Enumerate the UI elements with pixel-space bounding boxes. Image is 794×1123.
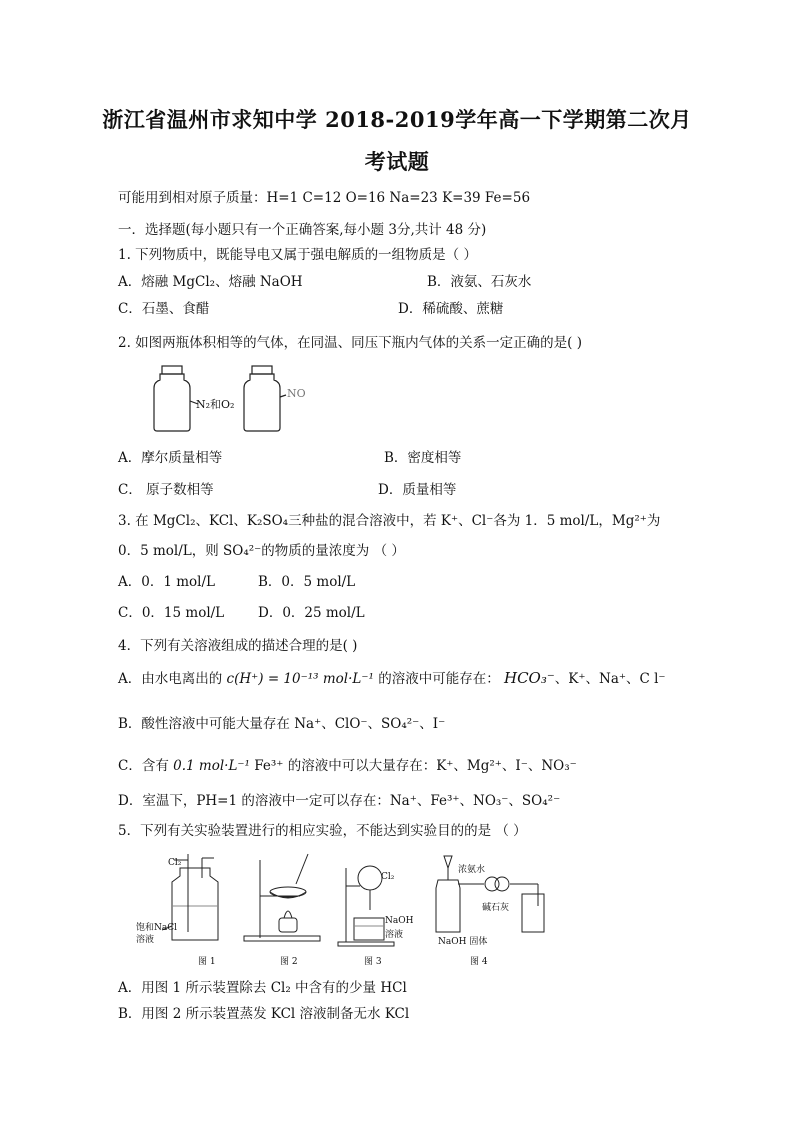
q1-stem: 1. 下列物质中，既能导电又属于强电解质的一组物质是（ ） (118, 247, 477, 263)
fig1-nacl-label: 饱和NaCl (136, 923, 178, 933)
q1-option-d: D．稀硫酸、蔗糖 (398, 301, 504, 317)
q2-option-b: B．密度相等 (384, 450, 462, 466)
fig2-evaporation (244, 854, 320, 941)
fig3-naoh-label: NaOH (385, 916, 414, 926)
bottle2-stopper (252, 366, 272, 374)
q1-option-b: B．液氨、石灰水 (427, 274, 532, 290)
fig1-caption: 图 1 (198, 957, 216, 967)
q2-stem: 2. 如图两瓶体积相等的气体，在同温、同压下瓶内气体的关系一定正确的是( ) (118, 335, 582, 351)
q1-option-a: A．熔融 MgCl₂、熔融 NaOH (118, 274, 303, 290)
fig4-ammonia-label: 浓氨水 (458, 865, 486, 875)
bottle1-body (154, 374, 190, 431)
q4-option-d: D．室温下，PH=1 的溶液中一定可以存在：Na⁺、Fe³⁺、NO₃⁻、SO₄²⁻ (118, 793, 561, 809)
q3-option-c: C．0．15 mol/L (118, 605, 225, 621)
exam-title-line2: 考试题 (364, 149, 430, 174)
section-heading: 一．选择题(每小题只有一个正确答案,每小题 3分,共计 48 分) (118, 222, 487, 238)
q4-a-mid: 的溶液中可能存在： (378, 671, 500, 687)
q5-option-a: A．用图 1 所示装置除去 Cl₂ 中含有的少量 HCl (118, 980, 407, 996)
fig4-caption: 图 4 (470, 957, 488, 967)
q2-option-a: A．摩尔质量相等 (118, 450, 223, 466)
fig3-cl2-label: Cl₂ (381, 872, 395, 882)
q3-option-a: A．0．1 mol/L (118, 574, 215, 590)
q3-option-d: D．0．25 mol/L (258, 605, 365, 621)
q4-option-c (118, 754, 577, 774)
q5-apparatus-figure (136, 846, 548, 967)
q4-c-rest: Fe³⁺ 的溶液中可以大量存在：K⁺、Mg²⁺、I⁻、NO₃⁻ (254, 758, 577, 774)
q4-a-ion-formula: HCO₃⁻ (504, 669, 555, 687)
q4-stem: 4．下列有关溶液组成的描述合理的是( ) (118, 638, 358, 654)
bottle1-stopper (162, 366, 182, 374)
fig4-naoh-solid-label: NaOH 固体 (438, 937, 488, 947)
q2-option-c: C． 原子数相等 (118, 482, 214, 498)
q4-option-b: B．酸性溶液中可能大量存在 Na⁺、ClO⁻、SO₄²⁻、I⁻ (118, 716, 446, 732)
atomic-masses: 可能用到相对原子质量：H=1 C=12 O=16 Na=23 K=39 Fe=56 (118, 190, 531, 206)
q3-option-b: B．0．5 mol/L (258, 574, 356, 590)
fig4-ammonia-setup (436, 856, 544, 932)
q4-option-a (118, 667, 666, 687)
q5-option-b: B．用图 2 所示装置蒸发 KCl 溶液制备无水 KCl (118, 1006, 410, 1022)
q2-option-d: D．质量相等 (378, 482, 457, 498)
q4-a-formula: c(H⁺) = 10⁻¹³ mol·L⁻¹ (226, 671, 374, 687)
fig3-caption: 图 3 (364, 957, 382, 967)
q2-bottles-figure (150, 364, 310, 434)
q4-a-prefix: A．由水电离出的 (118, 671, 223, 687)
q1-option-c: C．石墨、食醋 (118, 301, 210, 317)
fig2-caption: 图 2 (280, 957, 298, 967)
q3-stem-line2: 0．5 mol/L，则 SO₄²⁻的物质的量浓度为 （ ） (118, 543, 405, 559)
bottle2-body (244, 374, 280, 431)
fig1-nacl-label2: 溶液 (136, 935, 155, 945)
q4-c-prefix: C．含有 (118, 758, 169, 774)
q5-stem: 5．下列有关实验装置进行的相应实验，不能达到实验目的的是 （ ） (118, 823, 527, 839)
q4-a-ions-rest: 、K⁺、Na⁺、C l⁻ (554, 671, 666, 687)
bottle1-label: N₂和O₂ (196, 398, 235, 411)
exam-title-line1: 浙江省温州市求知中学 2018-2019学年高一下学期第二次月 (102, 107, 692, 132)
q3-stem-line1: 3. 在 MgCl₂、KCl、K₂SO₄三种盐的混合溶液中，若 K⁺、Cl⁻各为 1．5 mol/L，Mg²⁺为 (118, 513, 661, 529)
fig3-naoh-label2: 溶液 (385, 930, 404, 940)
fig4-sodalime-label: 碱石灰 (482, 903, 510, 913)
fig1-cl2-label: Cl₂ (168, 858, 182, 868)
bottle2-label: NO (287, 387, 306, 400)
q4-c-formula: 0.1 mol·L⁻¹ (173, 758, 250, 774)
